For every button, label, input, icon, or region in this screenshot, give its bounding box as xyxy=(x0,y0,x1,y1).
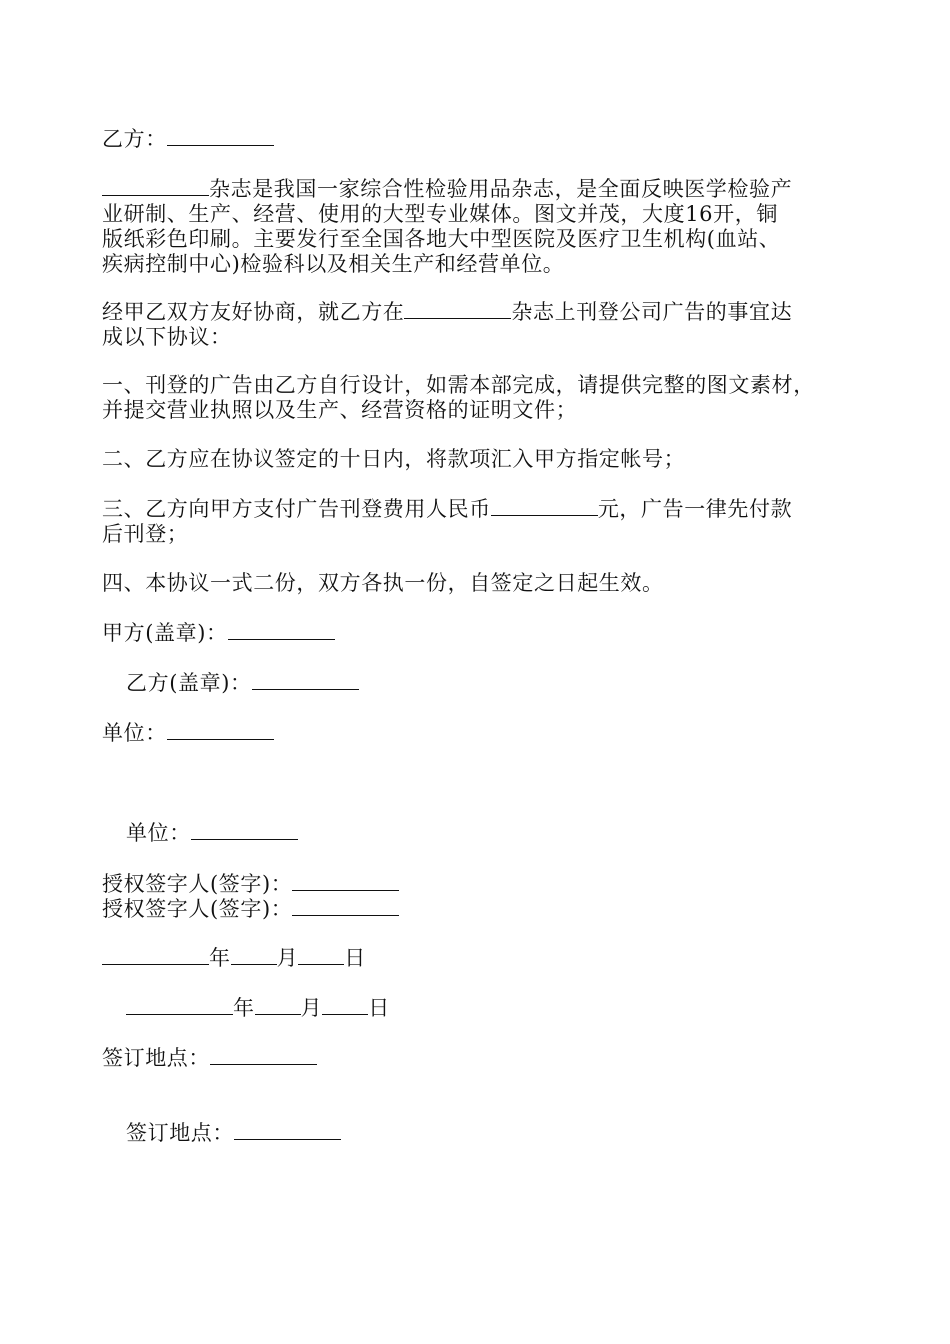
unit-b-line xyxy=(126,818,298,848)
agreement-text-a: 经甲乙双方友好协商，就乙方在 xyxy=(102,300,405,324)
magazine-name-blank xyxy=(102,175,209,196)
party-b-blank xyxy=(167,125,274,146)
year-label-a: 年 xyxy=(209,946,231,970)
unit-b-label: 单位： xyxy=(126,821,191,845)
clause-3-text-b: 元，广告一律先付款 xyxy=(597,497,793,521)
auth-sign-blank-1 xyxy=(292,870,399,891)
agreement-line-2: 成以下协议： xyxy=(102,325,232,349)
party-a-seal-blank xyxy=(228,619,335,640)
month-blank-a xyxy=(231,944,277,965)
auth-sign-blank-2 xyxy=(292,895,399,916)
party-a-seal-line xyxy=(102,618,335,648)
intro-line-4: 疾病控制中心)检验科以及相关生产和经营单位。 xyxy=(102,252,565,276)
agreement-magazine-blank xyxy=(404,298,511,319)
unit-b-blank xyxy=(191,819,298,840)
month-label-a: 月 xyxy=(276,946,299,970)
intro-line-3: 版纸彩色印刷。主要发行至全国各地大中型医院及医疗卫生机构(血站、 xyxy=(102,227,781,251)
date-line-b xyxy=(126,993,390,1023)
place-b-label: 签订地点： xyxy=(126,1121,234,1145)
month-label-b: 月 xyxy=(300,996,323,1020)
place-a-line xyxy=(102,1043,317,1073)
party-b-seal-blank xyxy=(252,669,359,690)
clause-3-line-1 xyxy=(102,494,792,524)
clause-3-line-2: 后刊登； xyxy=(102,522,189,546)
day-blank-a xyxy=(298,944,344,965)
clause-1-line-1: 一、刊登的广告由乙方自行设计，如需本部完成，请提供完整的图文素材， xyxy=(102,373,815,397)
unit-a-label: 单位： xyxy=(102,721,167,745)
party-a-seal-label: 甲方(盖章)： xyxy=(102,621,228,645)
party-b-label: 乙方： xyxy=(102,127,167,151)
year-blank-b xyxy=(126,994,233,1015)
place-b-blank xyxy=(234,1119,341,1140)
clause-4: 四、本协议一式二份，双方各执一份，自签定之日起生效。 xyxy=(102,571,664,595)
party-b-seal-line xyxy=(126,668,359,698)
day-label-b: 日 xyxy=(368,996,390,1020)
month-blank-b xyxy=(255,994,301,1015)
party-b-header xyxy=(102,124,274,154)
clause-2: 二、乙方应在协议签定的十日内，将款项汇入甲方指定帐号； xyxy=(102,447,686,471)
date-line-a xyxy=(102,943,366,973)
clause-1-line-2: 并提交营业执照以及生产、经营资格的证明文件； xyxy=(102,398,578,422)
year-label-b: 年 xyxy=(233,996,255,1020)
fee-amount-blank xyxy=(491,495,598,516)
party-b-seal-label: 乙方(盖章)： xyxy=(126,671,252,695)
day-blank-b xyxy=(322,994,368,1015)
unit-a-blank xyxy=(167,719,274,740)
intro-line-2: 业研制、生产、经营、使用的大型专业媒体。图文并茂，大度16开，铜 xyxy=(102,202,778,226)
auth-sign-label-2: 授权签字人(签字)： xyxy=(102,897,293,921)
year-blank-a xyxy=(102,944,209,965)
place-a-blank xyxy=(210,1044,317,1065)
place-a-label: 签订地点： xyxy=(102,1046,210,1070)
agreement-text-b: 杂志上刊登公司广告的事宜达 xyxy=(511,300,793,324)
unit-a-line xyxy=(102,718,274,748)
intro-text-1: 杂志是我国一家综合性检验用品杂志，是全面反映医学检验产 xyxy=(209,177,793,201)
auth-sign-label-1: 授权签字人(签字)： xyxy=(102,872,293,896)
auth-sign-line-2 xyxy=(102,894,399,924)
clause-3-text-a: 三、乙方向甲方支付广告刊登费用人民币 xyxy=(102,497,491,521)
place-b-line xyxy=(126,1118,341,1148)
day-label-a: 日 xyxy=(344,946,366,970)
